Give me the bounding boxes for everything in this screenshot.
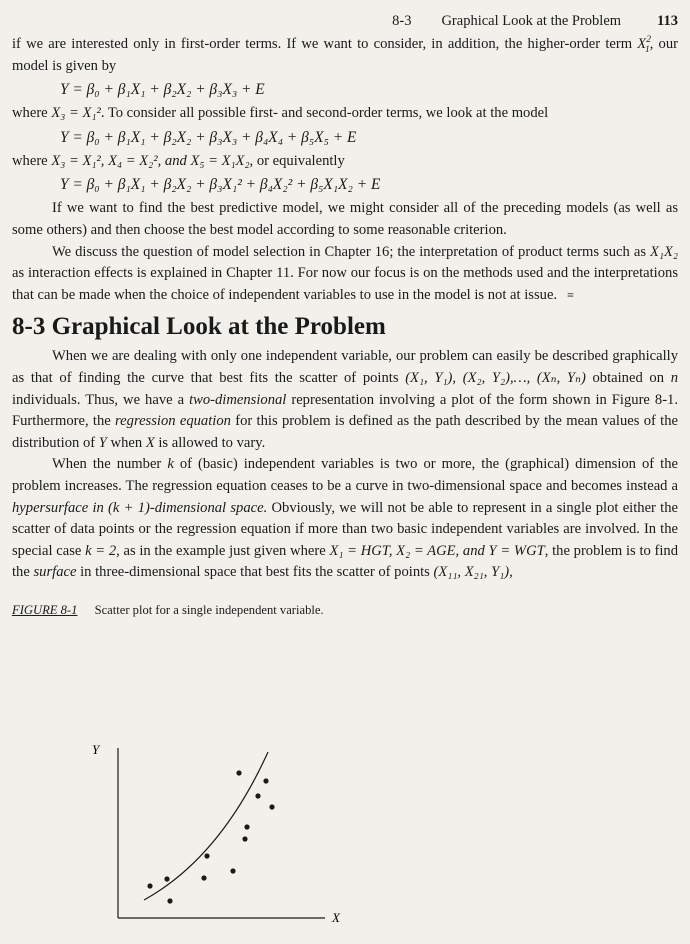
section-heading: 8-3 Graphical Look at the Problem xyxy=(12,313,386,341)
equation-1: Y = β₀ + β₁X₁ + β₂X₂ + β₃X₃ + E xyxy=(60,81,265,99)
where-1-expression: X₃ = X₁² xyxy=(51,105,101,122)
product-term: X₁X₂ xyxy=(650,243,678,260)
running-head xyxy=(12,10,678,34)
data-point xyxy=(230,868,235,873)
data-point xyxy=(147,883,152,888)
paragraph-predictive-model: If we want to find the best predictive model, we might consider all of the preceding models (as well as some others) and then choose the best model according to some reasonable criterion. xyxy=(12,200,678,238)
scatter-plot-figure xyxy=(80,738,360,928)
end-of-section-icon: ≡ xyxy=(567,287,574,302)
figure-caption-text: Scatter plot for a single independent variable. xyxy=(94,602,324,617)
paragraph-model-selection: We discuss the question of model selection in Chapter 16; the interpretation of product terms such as X₁X₂ as interaction effects is explained in Chapter 11. For now our focus is on the methods used and the interpretations that can be made when the choice of independent variables to use in the model is not at issue. ≡ xyxy=(12,243,678,303)
intro-paragraph xyxy=(12,34,678,77)
x-axis-label: X xyxy=(332,910,340,925)
intro-line-2-post: , our model is given by xyxy=(12,36,678,74)
figure-label: FIGURE 8-1 xyxy=(12,602,78,617)
y-axis-label: Y xyxy=(92,742,100,757)
intro-line-1: if we are interested only in first-order terms. If we want to consider, in addition, the higher-order xyxy=(12,36,601,52)
intro-term: $X^2_1$ xyxy=(637,35,651,55)
equation-2: Y = β₀ + β₁X₁ + β₂X₂ + β₃X₃ + β₄X₄ + β₅X₅ + E xyxy=(60,128,357,146)
data-point xyxy=(255,793,260,798)
emphasis-surface: surface xyxy=(33,564,77,581)
data-point xyxy=(242,836,247,841)
emphasis-two-dimensional: two-dimensional xyxy=(189,391,287,408)
equation-3: Y = β₀ + β₁X₁ + β₂X₂ + β₃X₁² + β₄X₂² + β₅X₁X₂ + E xyxy=(60,176,381,194)
running-head-section: 8-3 xyxy=(392,13,412,30)
paragraph-multiple-variables: When the number k of (basic) independent variables is two or more, the (graphical) dimension of the problem increases. The regression equation ceases to be a curve in two-dimensional space and becomes instead a hypersurface in (k + 1)-dimensional space. Obviously, we will not be able to represent in a single plot either the scatter of data points or the regression equation if more than two basic independent variables are involved. In the special case k = 2, as in the example just given where X₁ = HGT, X₂ = AGE, and Y = WGT, the problem is to find the surface in three-dimensional space that best fits the scatter of points (X₁₁, X₂₁, Y₁), xyxy=(12,456,679,581)
intro-line-2-pre: term xyxy=(605,36,638,52)
page xyxy=(12,10,678,621)
where-line-2: where X₃ = X₁², X₄ = X₂², and X₅ = X₁X₂, or equivalently xyxy=(12,152,345,169)
emphasis-regression-equation: regression equation xyxy=(115,413,231,430)
data-point xyxy=(263,778,268,783)
data-point xyxy=(244,824,249,829)
where-line-1: where X₃ = X₁². To consider all possible first- and second-order terms, we look at the model xyxy=(12,105,549,122)
data-point xyxy=(236,770,241,775)
paragraph-one-variable: When we are dealing with only one independent variable, our problem can easily be described graphically as that of finding the curve that best fits the scatter of points (X₁, Y₁), (X₂, Y₂),…, (Xₙ, Yₙ) obtained on n individuals. Thus, we have a two-dimensional representation involving a plot of the form shown in Figure 8-1. Furthermore, the regression equation for this problem is defined as the path described by the mean values of the distribution of Y when X is allowed to vary. xyxy=(12,348,679,451)
emphasis-hypersurface: hypersurface in (k + 1)-dimensional space. xyxy=(12,499,268,516)
page-number: 113 xyxy=(657,13,678,30)
data-point xyxy=(201,875,206,880)
figure-caption xyxy=(12,600,678,622)
where-2-expression: X₃ = X₁², X₄ = X₂², and X₅ = X₁X₂ xyxy=(51,152,250,169)
data-point xyxy=(269,804,274,809)
data-point xyxy=(204,853,209,858)
running-head-title: Graphical Look at the Problem xyxy=(441,13,622,30)
data-point xyxy=(164,876,169,881)
data-point xyxy=(167,898,172,903)
